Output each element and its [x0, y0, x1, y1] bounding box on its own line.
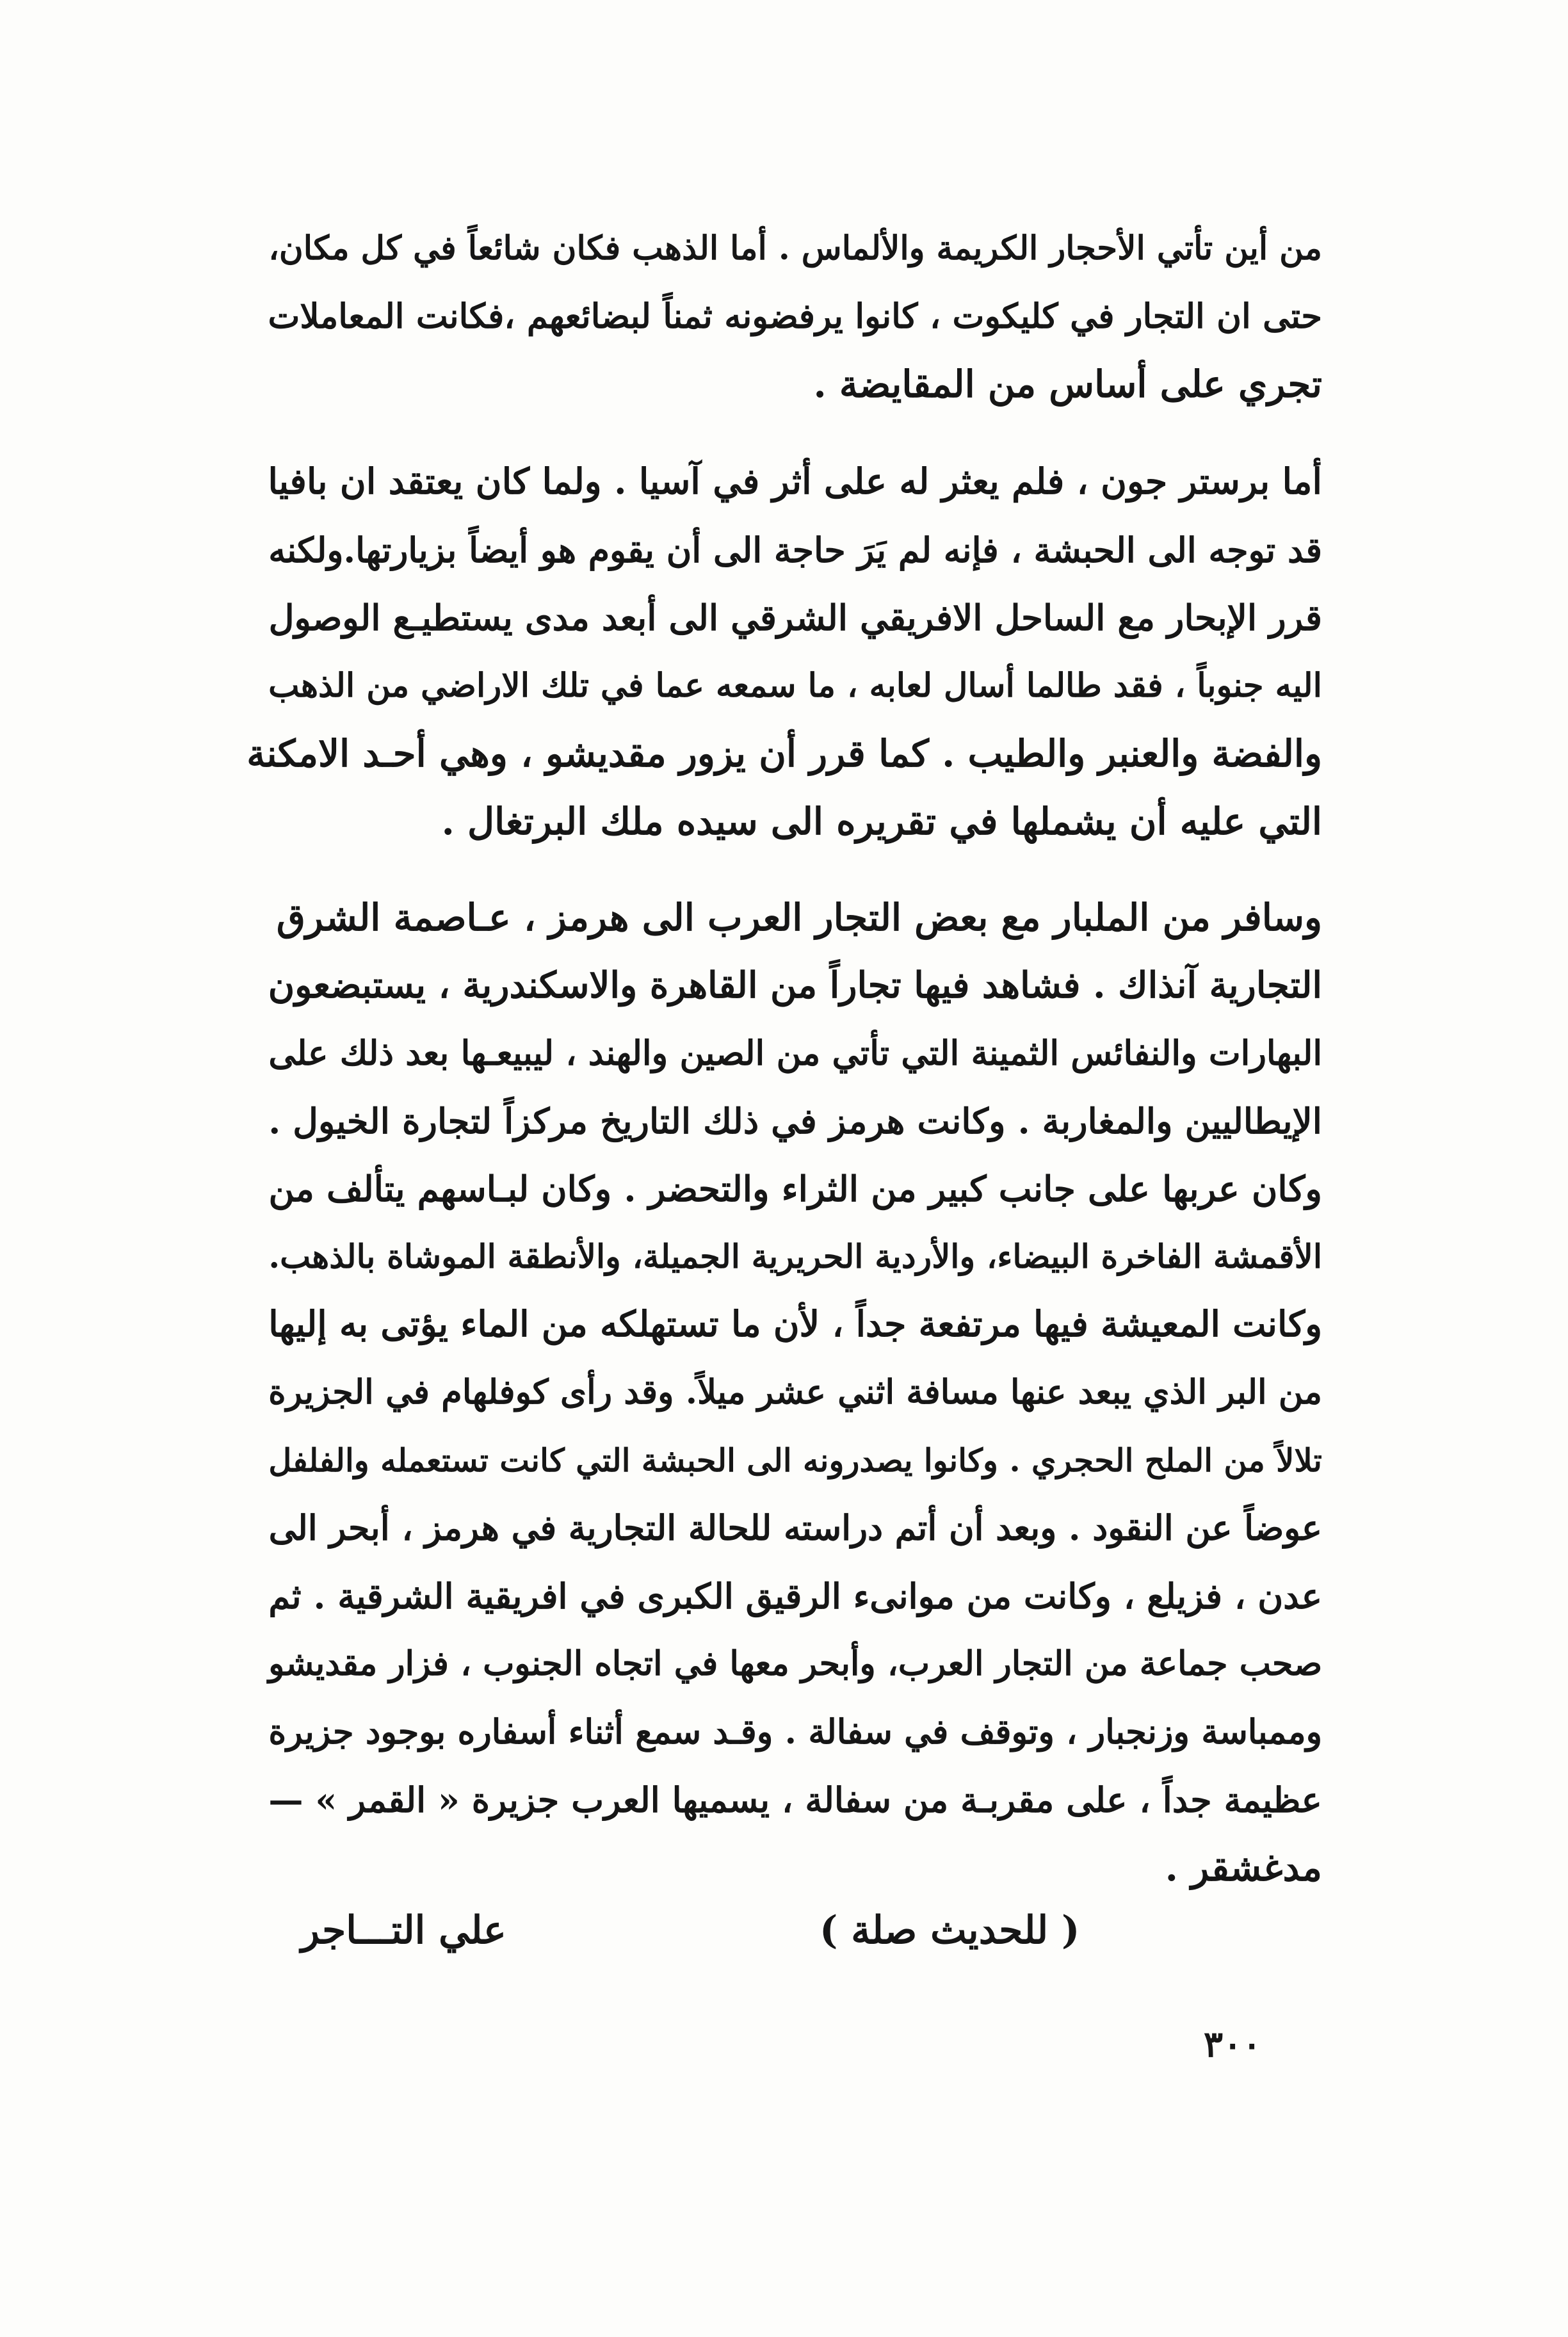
- text-line: التجارية آنذاك . فشاهد فيها تجاراً من القاهرة والاسكندرية ، يستبضعون: [268, 964, 1322, 1007]
- page-number: ٣٠٠: [1204, 2023, 1262, 2066]
- paragraph-3: [247, 884, 1322, 1902]
- text-line: وممباسة وزنجبار ، وتوقف في سفالة . وقـد سمع أثناء أسفاره بوجود جزيرة: [268, 1712, 1322, 1752]
- text-line: اليه جنوباً ، فقد طالما أسال لعابه ، ما سمعه عما في تلك الاراضي من الذهب: [268, 667, 1322, 705]
- text-line: أما برستر جون ، فلم يعثر له على أثر في آسيا . ولما كان يعتقد ان بافيا: [268, 461, 1322, 503]
- text-line: من أين تأتي الأحجار الكريمة والألماس . أما الذهب فكان شائعاً في كل مكان،: [268, 229, 1322, 268]
- author-signature: علي التـــاجر: [301, 1908, 506, 1953]
- text-line: البهارات والنفائس الثمينة التي تأتي من الصين والهند ، ليبيعـها بعد ذلك على: [268, 1033, 1322, 1073]
- paragraph-1: [247, 214, 1322, 418]
- text-line: وكان عربها على جانب كبير من الثراء والتحضر . وكان لبـاسهم يتألف من: [268, 1168, 1322, 1209]
- text-line: مدغشقر .: [1165, 1846, 1322, 1889]
- text-line: تجري على أساس من المقايضة .: [813, 362, 1322, 406]
- text-line: من البر الذي يبعد عنها مسافة اثني عشر ميلاً. وقد رأى كوفلهام في الجزيرة: [268, 1373, 1322, 1412]
- text-line: الإيطاليين والمغاربة . وكانت هرمز في ذلك التاريخ مركزاً لتجارة الخيول .: [268, 1101, 1322, 1142]
- text-line: عدن ، فزيلع ، وكانت من موانىء الرقيق الكبرى في افريقية الشرقية . ثم: [268, 1576, 1322, 1617]
- paragraph-2: [247, 448, 1322, 855]
- text-line: عوضاً عن النقود . وبعد أن أتم دراسته للحالة التجارية في هرمز ، أبحر الى: [268, 1508, 1322, 1548]
- text-line: الأقمشة الفاخرة البيضاء، والأردية الحريرية الجميلة، والأنطقة الموشاة بالذهب.: [268, 1238, 1322, 1276]
- text-line: وكانت المعيشة فيها مرتفعة جداً ، لأن ما تستهلكه من الماء يؤتى به إليها: [268, 1304, 1322, 1345]
- text-line: قرر الإبحار مع الساحل الافريقي الشرقي الى أبعد مدى يستطيـع الوصول: [268, 597, 1322, 638]
- text-line: تلالاً من الملح الحجري . وكانوا يصدرونه الى الحبشة التي كانت تستعمله والفلفل: [268, 1441, 1322, 1479]
- text-line: وسافر من الملبار مع بعض التجار العرب الى هرمز ، عـاصمة الشرق: [276, 896, 1322, 939]
- text-line: عظيمة جداً ، على مقربـة من سفالة ، يسميها العرب جزيرة « القمر » —: [268, 1779, 1322, 1820]
- to-be-continued-note: ( للحديث صلة ): [820, 1908, 1080, 1953]
- text-line: صحب جماعة من التجار العرب، وأبحر معها في اتجاه الجنوب ، فزار مقديشو: [268, 1644, 1322, 1683]
- text-line: حتى ان التجار في كليكوت ، كانوا يرفضونه ثمناً لبضائعهم ،فكانت المعاملات: [268, 296, 1322, 336]
- text-line: والفضة والعنبر والطيب . كما قرر أن يزور مقديشو ، وهي أحـد الامكنة: [247, 732, 1322, 775]
- text-line: قد توجه الى الحبشة ، فإنه لم يَرَ حاجة الى أن يقوم هو أيضاً بزيارتها.ولكنه: [268, 530, 1322, 570]
- text-line: التي عليه أن يشملها في تقريره الى سيده ملك البرتغال .: [441, 800, 1322, 843]
